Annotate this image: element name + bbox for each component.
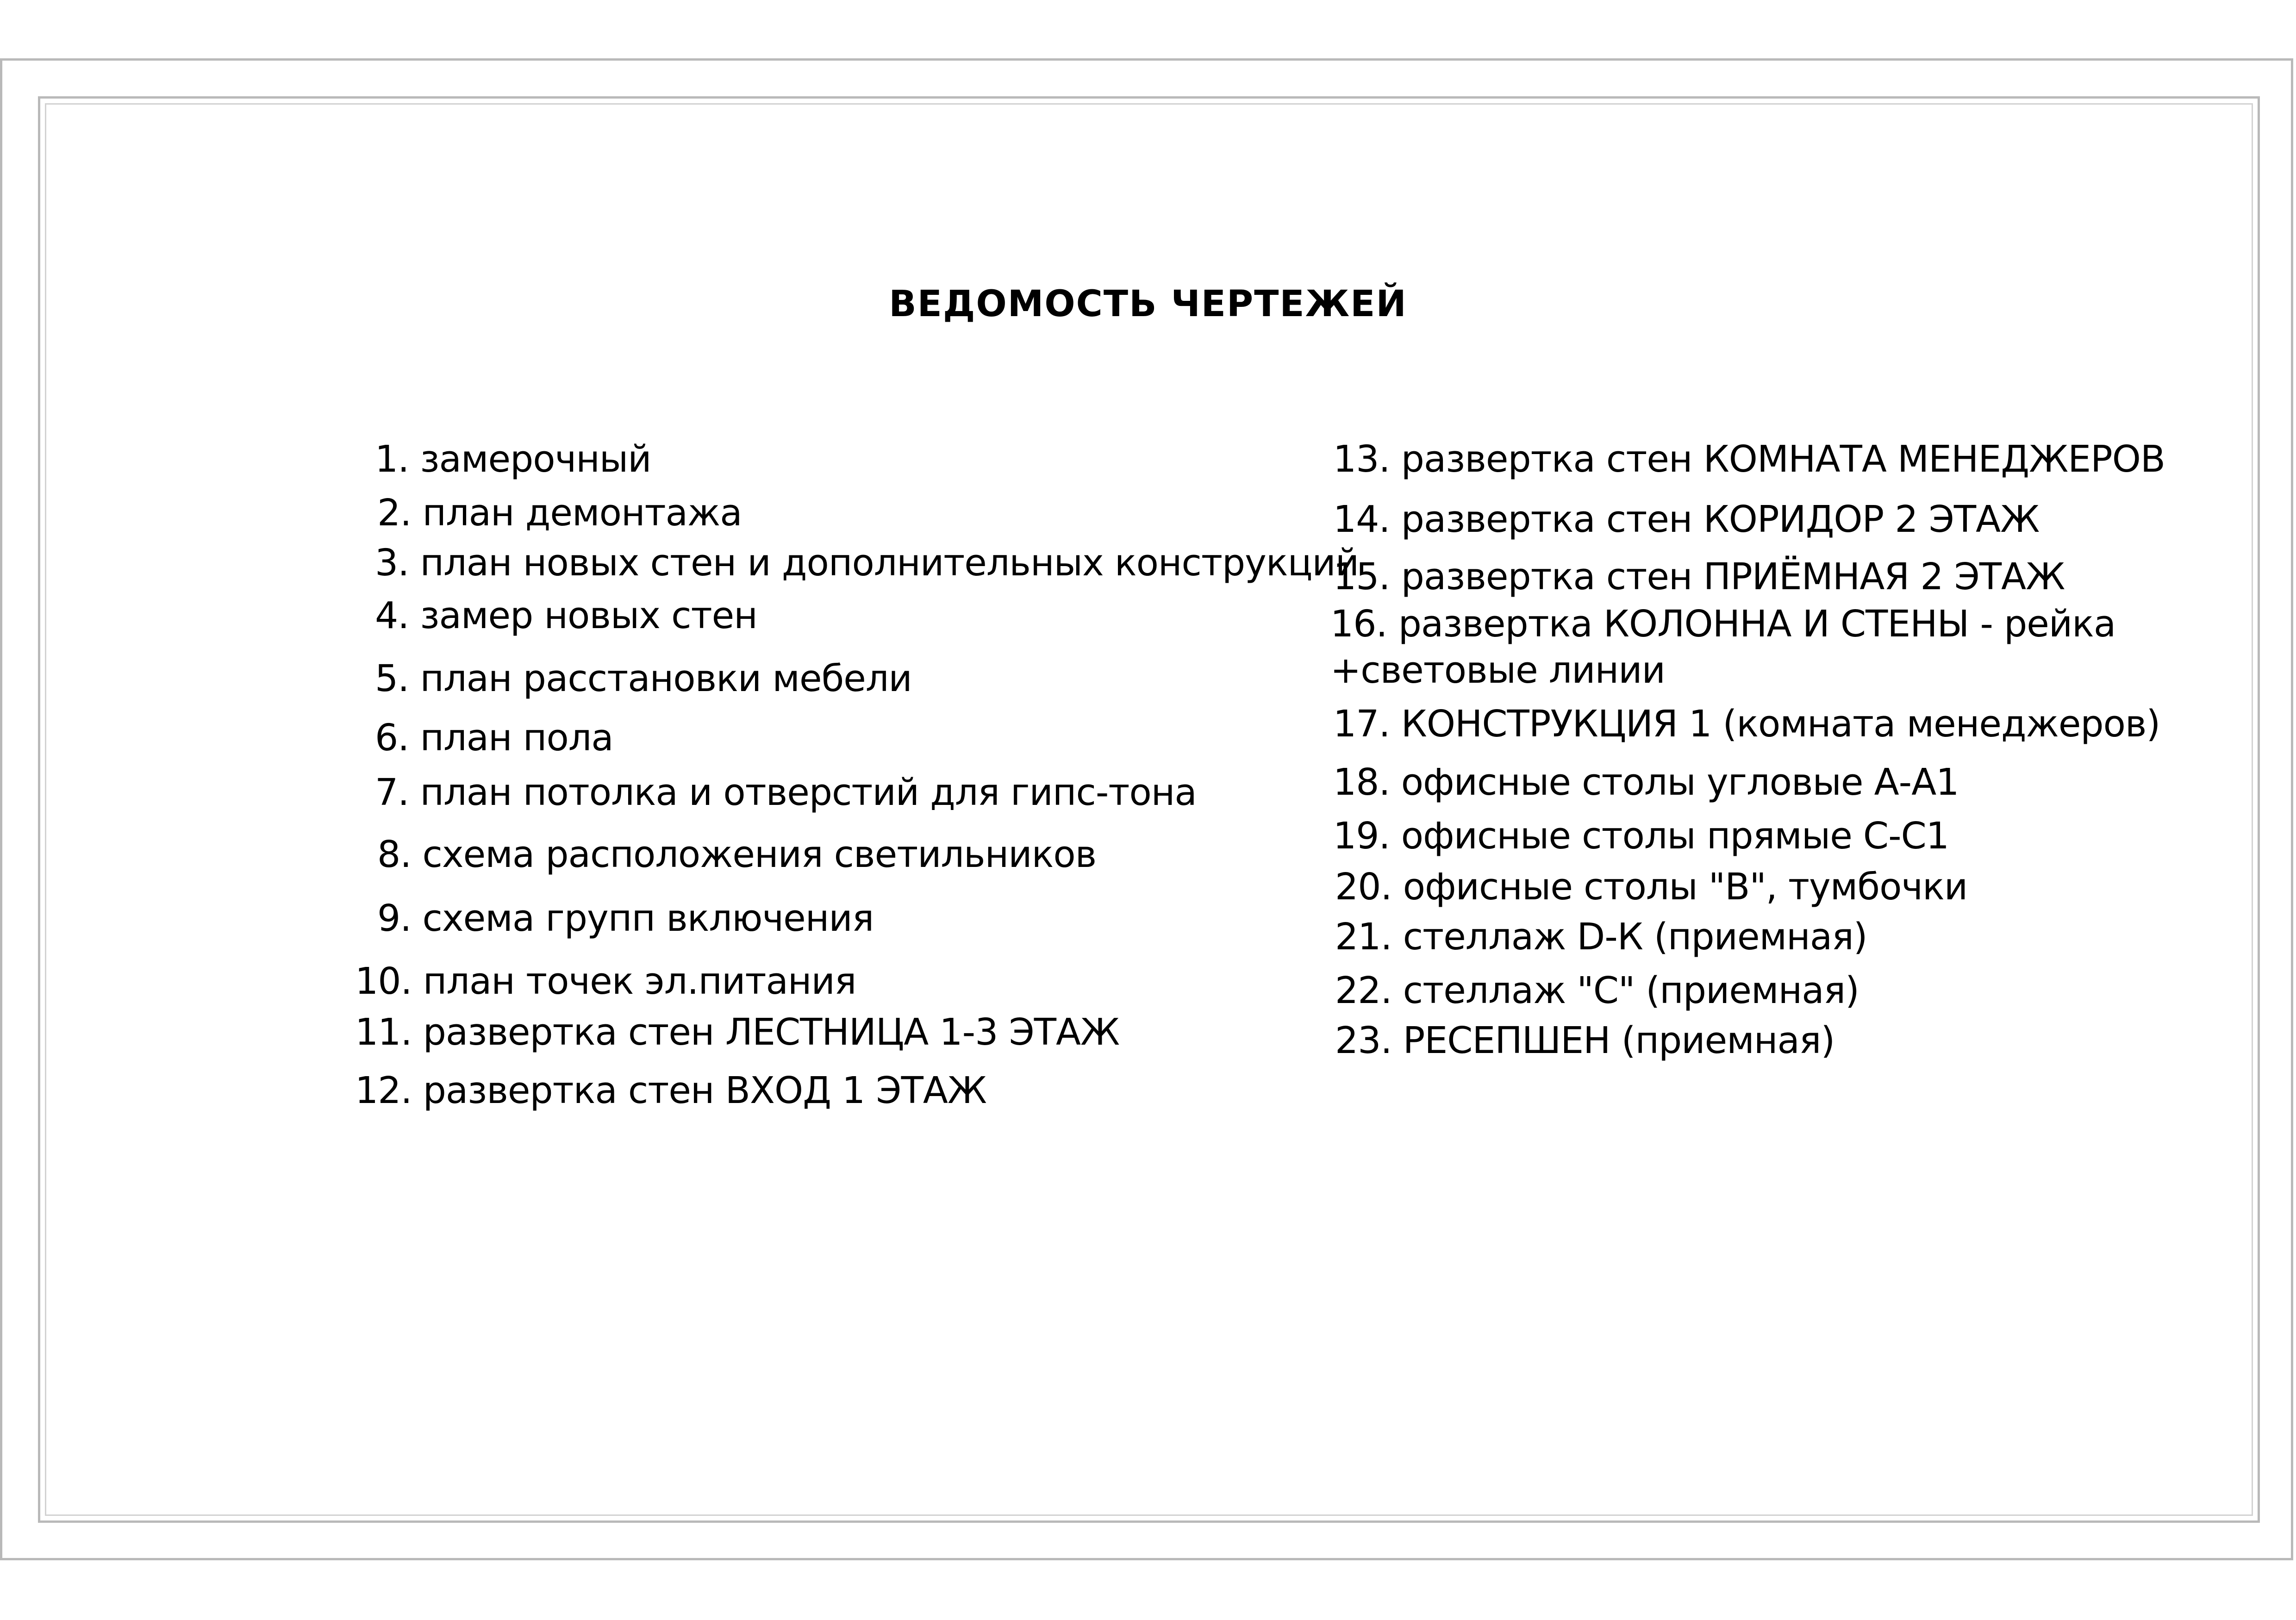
- list-item: 21. стеллаж D-К (приемная): [1335, 916, 1867, 958]
- list-item: 10. план точек эл.питания: [355, 960, 856, 1003]
- list-item: 2. план демонтажа: [377, 492, 742, 534]
- list-item: 6. план пола: [375, 717, 613, 759]
- list-item: 9. схема групп включения: [377, 897, 874, 940]
- list-item: 1. замерочный: [375, 438, 651, 480]
- list-item: 8. схема расположения светильников: [377, 833, 1097, 876]
- list-item: 18. офисные столы угловые А-А1: [1333, 761, 1959, 804]
- list-item: 13. развертка стен КОМНАТА МЕНЕДЖЕРОВ: [1333, 438, 2165, 480]
- list-item: 12. развертка стен ВХОД 1 ЭТАЖ: [355, 1069, 986, 1112]
- list-item: 16. развертка КОЛОННА И СТЕНЫ - рейка: [1330, 603, 2116, 645]
- list-item: 11. развертка стен ЛЕСТНИЦА 1-3 ЭТАЖ: [355, 1011, 1120, 1053]
- list-item: 22. стеллаж "С" (приемная): [1335, 969, 1859, 1012]
- list-item: 15. развертка стен ПРИЁМНАЯ 2 ЭТАЖ: [1333, 555, 2065, 598]
- list-item: 20. офисные столы "В", тумбочки: [1335, 866, 1968, 908]
- list-item: 5. план расстановки мебели: [375, 657, 912, 700]
- list-item: 7. план потолка и отверстий для гипс-тона: [375, 771, 1197, 814]
- list-item: 4. замер новых стен: [375, 594, 757, 637]
- list-item: 23. РЕСЕПШЕН (приемная): [1335, 1019, 1835, 1062]
- list-item: 3. план новых стен и дополнительных конструкций: [375, 542, 1359, 584]
- list-item: 14. развертка стен КОРИДОР 2 ЭТАЖ: [1333, 498, 2040, 541]
- list-item: +световые линии: [1330, 649, 1665, 692]
- list-item: 19. офисные столы прямые С-С1: [1333, 815, 1949, 857]
- document-title: ВЕДОМОСТЬ ЧЕРТЕЖЕЙ: [889, 283, 1407, 325]
- list-item: 17. КОНСТРУКЦИЯ 1 (комната менеджеров): [1333, 703, 2160, 745]
